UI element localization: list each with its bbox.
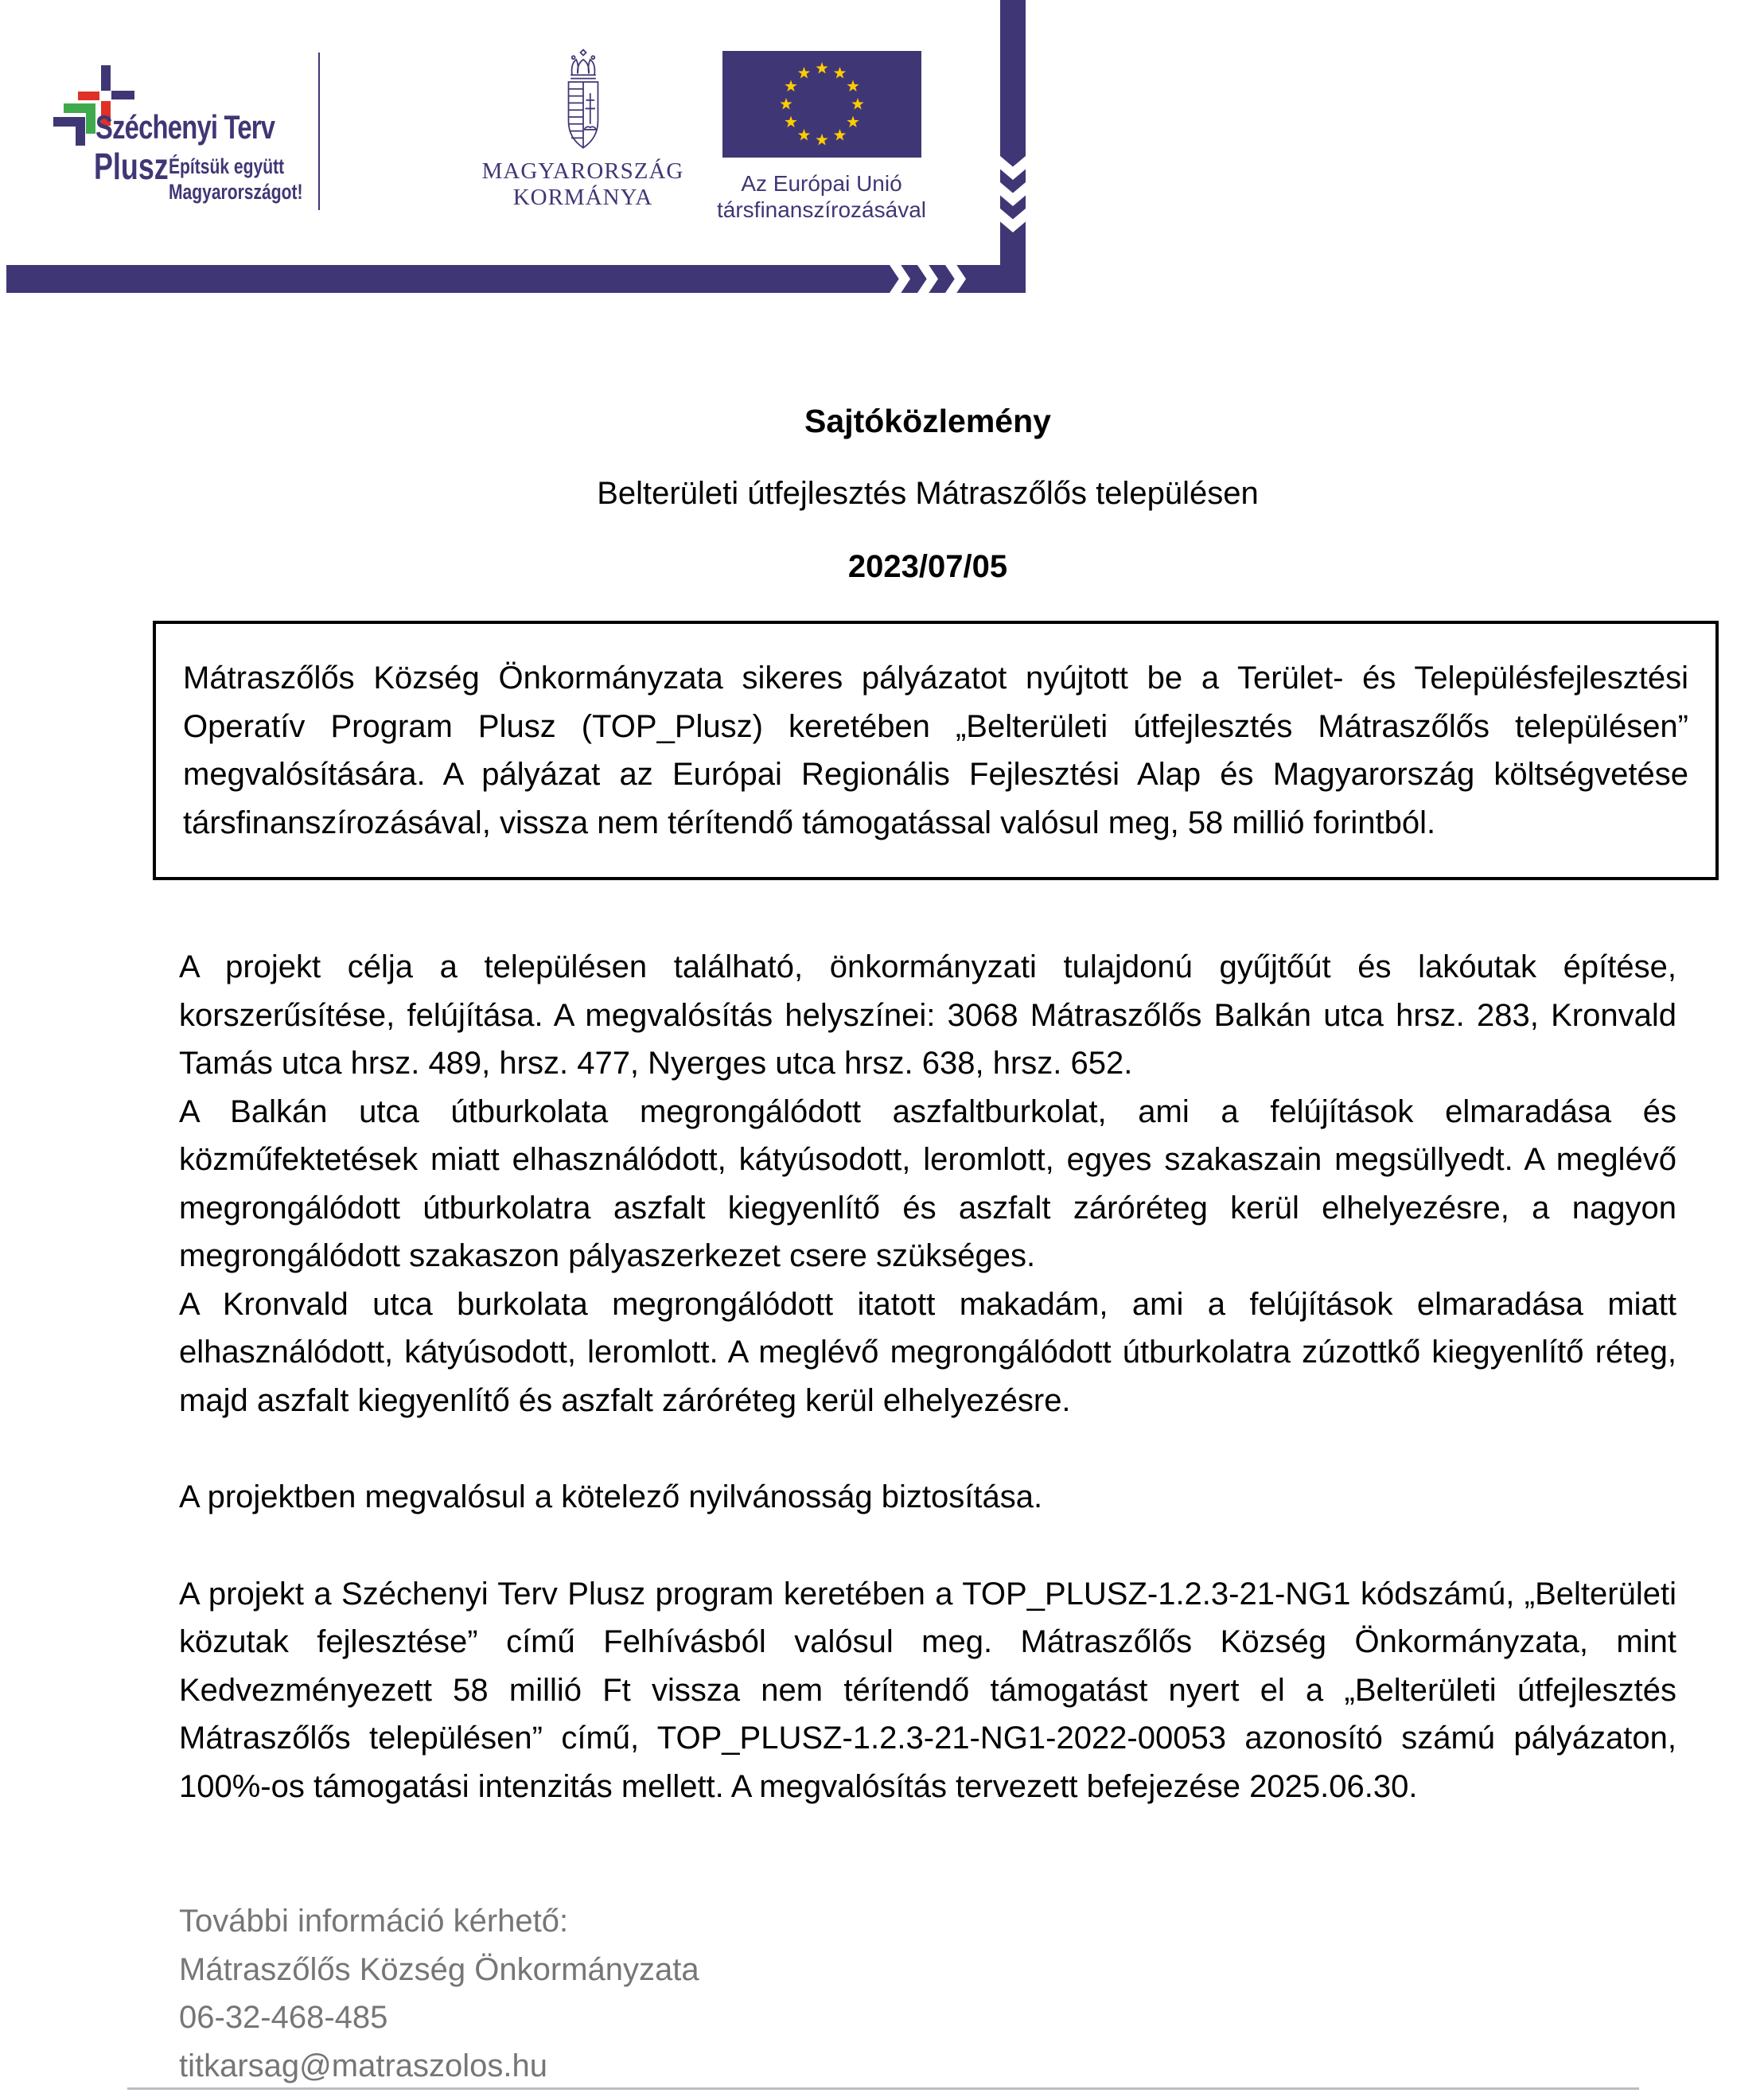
szechenyi-logo-plusz: Plusz: [94, 146, 169, 187]
szechenyi-logo-tagline-2: Magyarországot!: [169, 180, 303, 204]
page-bottom-rule: [127, 2087, 1639, 2090]
header-vertical-bar: [1000, 0, 1026, 293]
body-text: [179, 943, 1676, 1810]
paragraph-project-details: A projekt a Széchenyi Terv Plusz program keretében a TOP_PLUSZ-1.2.3-21-NG1 kódszámú, „Belterületi közutak fejlesztése” című Felhívásból valósul meg. Mátraszőlős Község Önkormányzata, mint Kedvezményezett 58 millió Ft vissza nem térítendő támogatást nyert el a „Belterületi útfejlesztés Mátraszőlős településen” című, TOP_PLUSZ-1.2.3-21-NG1-2022-00053 azonosító számú pályázaton, 100%-os támogatási intenzitás mellett. A megvalósítás tervezett befejezése 2025.06.30.: [179, 1576, 1676, 1804]
chevron-right-icon: [917, 265, 938, 293]
lead-summary-box: Mátraszőlős Község Önkormányzata sikeres pályázatot nyújtott be a Terület- és Településfejlesztési Operatív Program Plusz (TOP_Plusz) keretében „Belterületi útfejlesztés Mátraszőlős településen” megvalósítására. A pályázat az Európai Regionális Fejlesztési Alap és Magyarország költségvetése társfinanszírozásával, vissza nem térítendő támogatással valósul meg, 58 millió forintból.: [153, 621, 1719, 880]
eu-cofinancing-logo: [684, 51, 959, 223]
szechenyi-terv-plusz-logo: [32, 48, 303, 223]
contact-email: titkarsag@matraszolos.hu: [179, 2048, 548, 2083]
paragraph-publicity: A projektben megvalósul a kötelező nyilvánosság biztosítása.: [179, 1479, 1043, 1514]
paragraph-balkan-street: A Balkán utca útburkolata megrongálódott aszfaltburkolat, ami a felújítások elmaradása és közműfektetések miatt elhasználódott, kátyúsodott, leromlott, egyes szakaszain megsüllyedt. A meglévő megrongálódott útburkolatra aszfalt kiegyenlítő és aszfalt záróréteg kerül elhelyezésre, a nagyon megrongálódott szakaszon pályaszerkezet csere szükséges.: [179, 1093, 1676, 1273]
page-subtitle: Belterületi útfejlesztés Mátraszőlős településen: [597, 476, 1259, 511]
chevron-down-icon: [1000, 209, 1026, 232]
eu-caption-line-1: Az Európai Unió: [741, 171, 902, 196]
paragraph-kronvald-street: A Kronvald utca burkolata megrongálódott itatott makadám, ami a felújítások elmaradása miatt elhasználódott, kátyúsodott, leromlott. A meglévő megrongálódott útburkolatra zúzottkő kiegyenlítő réteg, majd aszfalt kiegyenlítő és aszfalt záróréteg kerül elhelyezésre.: [179, 1286, 1676, 1418]
chevron-right-icon: [890, 265, 910, 293]
eu-caption-line-2: társfinanszírozásával: [716, 197, 926, 222]
header-horizontal-bar: [6, 265, 1026, 293]
page-title: Sajtóközlemény: [804, 403, 1051, 439]
government-name-line-1: MAGYARORSZÁG: [481, 158, 684, 184]
chevron-down-icon: [1000, 182, 1026, 206]
szechenyi-logo-title: Széchenyi Terv: [95, 108, 275, 146]
hungarian-government-logo: [481, 44, 684, 211]
chevron-down-icon: [1000, 156, 1026, 180]
contact-heading: További információ kérhető:: [179, 1904, 569, 1939]
chevron-right-icon: [945, 265, 966, 293]
press-release-date: 2023/07/05: [847, 549, 1008, 584]
header-divider-line: [318, 53, 320, 210]
contact-block: [179, 1897, 1676, 2090]
szechenyi-logo-tagline-1: Építsük együtt: [169, 154, 285, 178]
eu-flag-icon: [722, 51, 921, 158]
contact-phone: 06-32-468-485: [179, 2000, 388, 2035]
contact-organization: Mátraszőlős Község Önkormányzata: [179, 1951, 699, 1987]
government-name-line-2: KORMÁNYA: [512, 185, 653, 210]
hungarian-coat-of-arms-icon: [561, 47, 606, 152]
paragraph-project-goal: A projekt célja a településen található, önkormányzati tulajdonú gyűjtőút és lakóutak építése, korszerűsítése, felújítása. A megvalósítás helyszínei: 3068 Mátraszőlős Balkán utca hrsz. 283, Kronvald Tamás utca hrsz. 489, hrsz. 477, Nyerges utca hrsz. 638, hrsz. 652.: [179, 949, 1676, 1081]
